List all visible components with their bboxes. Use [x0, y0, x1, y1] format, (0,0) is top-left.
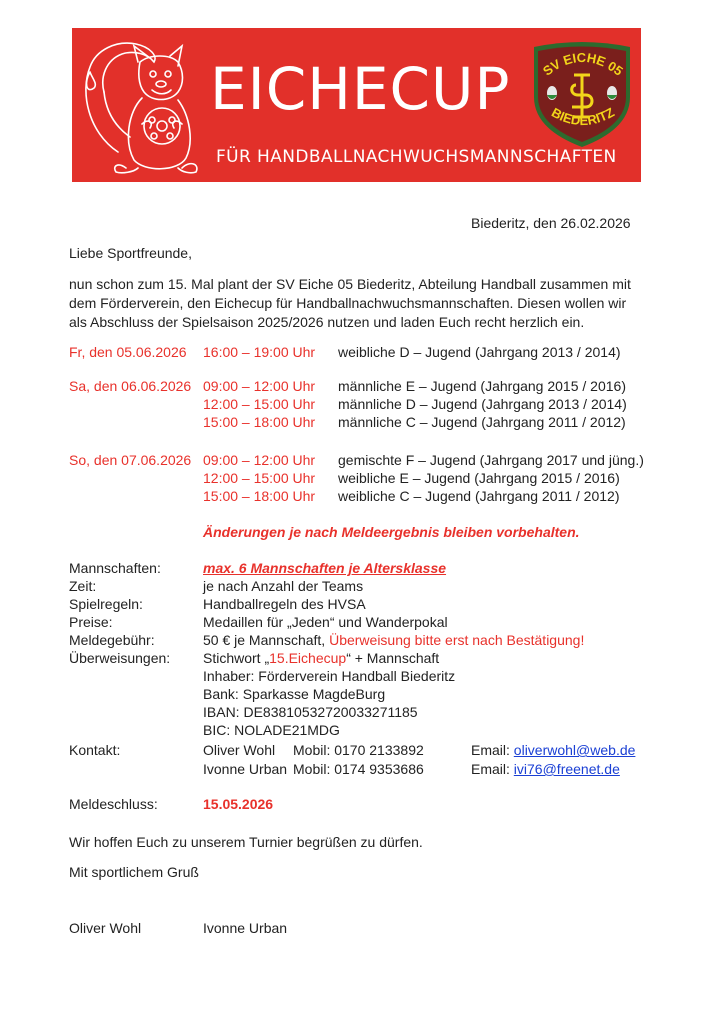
deadline-label: Meldeschluss:: [69, 796, 158, 812]
transfer-keyword-suffix: “ + Mannschaft: [346, 650, 440, 666]
schedule-time: 12:00 – 15:00 Uhr: [203, 396, 316, 412]
signature: Ivonne Urban: [203, 920, 288, 936]
club-crest-icon: [526, 37, 638, 149]
contact-email-line: [471, 741, 635, 759]
place-date: Biederitz, den 26.02.2026: [471, 215, 631, 231]
schedule-team: männliche C – Jugend (Jahrgang 2011 / 2012): [338, 414, 626, 430]
prizes-label: Preise:: [69, 614, 113, 630]
header-banner: [72, 28, 641, 182]
closing-hope: Wir hoffen Euch zu unserem Turnier begrüßen zu dürfen.: [69, 834, 423, 850]
email-label: Email:: [471, 761, 514, 777]
prizes-value: Medaillen für „Jeden“ und Wanderpokal: [203, 614, 448, 630]
email-link[interactable]: ivi76@freenet.de: [513, 761, 620, 777]
schedule-day: Fr, den 05.06.2026: [69, 344, 187, 360]
contact-mobile: Mobil: 0174 9353686: [293, 761, 424, 777]
schedule-time: 12:00 – 15:00 Uhr: [203, 470, 316, 486]
banner-subtitle: FÜR HANDBALLNACHWUCHSMANNSCHAFTEN: [216, 147, 617, 167]
schedule-team: gemischte F – Jugend (Jahrgang 2017 und jüng.): [338, 452, 644, 468]
closing-regards: Mit sportlichem Gruß: [69, 864, 199, 880]
schedule-team: weibliche E – Jugend (Jahrgang 2015 / 2016): [338, 470, 620, 486]
transfer-keyword-line: [203, 649, 439, 667]
contact-mobile: Mobil: 0170 2133892: [293, 742, 424, 758]
schedule-time: 09:00 – 12:00 Uhr: [203, 452, 316, 468]
time-value: je nach Anzahl der Teams: [203, 578, 364, 594]
transfer-iban: IBAN: DE83810532720033271185: [203, 704, 418, 720]
squirrel-mascot-icon: [78, 32, 228, 178]
schedule-day: So, den 07.06.2026: [69, 452, 192, 468]
schedule-team: männliche D – Jugend (Jahrgang 2013 / 2014): [338, 396, 627, 412]
crest-top-text: SV EICHE 05: [539, 49, 626, 79]
intro-line: nun schon zum 15. Mal plant der SV Eiche 05 Biederitz, Abteilung Handball zusammen mit: [69, 276, 631, 292]
schedule-team: männliche E – Jugend (Jahrgang 2015 / 2016): [338, 378, 626, 394]
intro-line: als Abschluss der Spielsaison 2025/2026 nutzen und laden Euch recht herzlich ein.: [69, 314, 585, 330]
transfer-keyword: 15.Eichecup: [269, 650, 347, 666]
time-label: Zeit:: [69, 578, 97, 594]
fee-label: Meldegebühr:: [69, 632, 155, 648]
schedule-team: weibliche C – Jugend (Jahrgang 2011 / 2012): [338, 488, 620, 504]
crest-bottom-text: BIEDERITZ: [549, 104, 617, 129]
transfer-bic: BIC: NOLADE21MDG: [203, 722, 340, 738]
schedule-time: 16:00 – 19:00 Uhr: [203, 344, 316, 360]
schedule-team: weibliche D – Jugend (Jahrgang 2013 / 2014): [338, 344, 621, 360]
fee-amount: 50 € je Mannschaft,: [203, 632, 330, 648]
transfer-keyword-prefix: Stichwort „: [203, 650, 270, 666]
email-link[interactable]: oliverwohl@web.de: [513, 742, 636, 758]
signature: Oliver Wohl: [69, 920, 142, 936]
fee-note: Überweisung bitte erst nach Bestätigung!: [329, 632, 585, 648]
contact-name: Ivonne Urban: [203, 761, 288, 777]
schedule-time: 15:00 – 18:00 Uhr: [203, 488, 316, 504]
intro-line: dem Förderverein, den Eichecup für Handballnachwuchsmannschaften. Diesen wollen wir: [69, 295, 627, 311]
schedule-time: 09:00 – 12:00 Uhr: [203, 378, 316, 394]
schedule-note: Änderungen je nach Meldeergebnis bleiben vorbehalten.: [203, 524, 580, 540]
schedule-day: Sa, den 06.06.2026: [69, 378, 192, 394]
greeting: Liebe Sportfreunde,: [69, 245, 192, 261]
transfer-label: Überweisungen:: [69, 650, 171, 666]
contact-label: Kontakt:: [69, 742, 121, 758]
rules-value: Handballregeln des HVSA: [203, 596, 366, 612]
email-label: Email:: [471, 742, 514, 758]
transfer-holder: Inhaber: Förderverein Handball Biederitz: [203, 668, 456, 684]
fee-value: [203, 631, 584, 649]
contact-name: Oliver Wohl: [203, 742, 276, 758]
teams-label: Mannschaften:: [69, 560, 161, 576]
rules-label: Spielregeln:: [69, 596, 143, 612]
banner-title: EICHECUP: [210, 55, 511, 123]
transfer-bank: Bank: Sparkasse MagdeBurg: [203, 686, 386, 702]
contact-email-line: [471, 760, 620, 778]
deadline-value: 15.05.2026: [203, 796, 274, 812]
schedule-time: 15:00 – 18:00 Uhr: [203, 414, 316, 430]
teams-value: max. 6 Mannschaften je Altersklasse: [203, 560, 447, 576]
